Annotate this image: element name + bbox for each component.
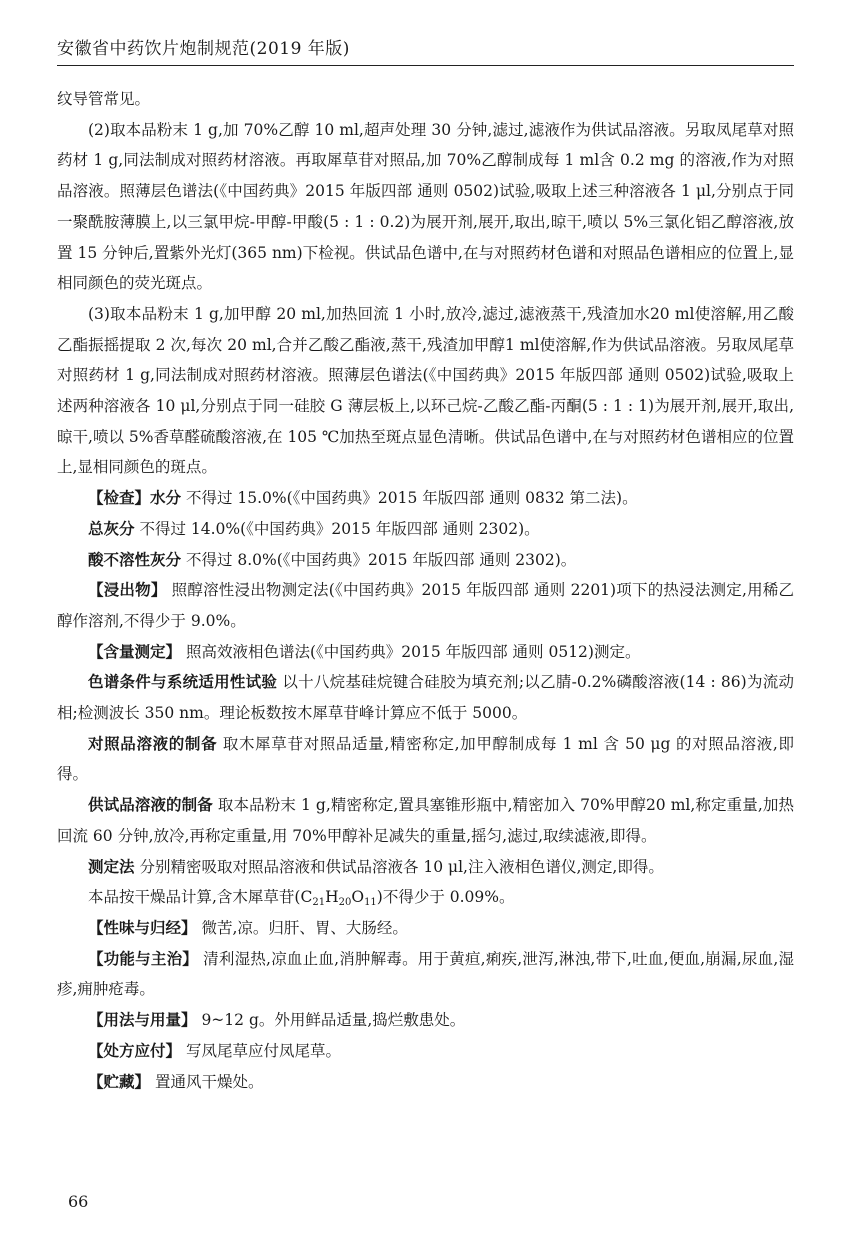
storage-heading: 【贮藏】	[88, 1072, 151, 1091]
page-number: 66	[68, 1192, 89, 1211]
reference-solution-label: 对照品溶液的制备	[88, 734, 218, 753]
assay-section	[57, 637, 794, 668]
check-total-ash	[57, 514, 794, 545]
water-label: 水分	[150, 489, 182, 508]
nature-text: 微苦,凉。归肝、胃、大肠经。	[196, 918, 408, 937]
formula-c-subscript: 21	[312, 897, 326, 909]
identification-paragraph-2: (2)取本品粉末 1 g,加 70%乙醇 10 ml,超声处理 30 分钟,滤过,滤液作为供试品溶液。另取凤尾草对照药材 1 g,同法制成对照药材溶液。再取犀草苷对照品,加 70%乙醇制成每 1 ml含 0.2 mg 的溶液,作为对照品溶液。照薄层色谱法(《中国药典》2015 年版四部 通则 0502)试验,吸取上述三种溶液各 1 μl,分别点于同一聚酰胺薄膜上,以三氯甲烷-甲醇-甲酸(5 : 1 : 0.2)为展开剂,展开,取出,晾干,喷以 5%三氯化铝乙醇溶液,放置 15 分钟后,置紫外光灯(365 nm)下检视。供试品色谱中,在与对照药材色谱和对照品色谱相应的位置上,显相同颜色的荧光斑点。	[57, 120, 794, 293]
function-section	[57, 944, 794, 1005]
prescription-text: 写凤尾草应付凤尾草。	[181, 1041, 341, 1060]
page-body	[57, 84, 794, 1097]
sample-solution-text: 取本品粉末 1 g,精密称定,置具塞锥形瓶中,精密加入 70%甲醇20 ml,称定重量,加热回流 60 分钟,放冷,再称定重量,用 70%甲醇补足减失的重量,摇匀,滤过,取续滤液,即得。	[57, 796, 794, 845]
assay-text: 照高效液相色谱法(《中国药典》2015 年版四部 通则 0512)测定。	[181, 642, 641, 661]
assay-heading: 【含量测定】	[88, 642, 182, 661]
usage-section	[57, 1005, 794, 1036]
extract-section	[57, 575, 794, 636]
acid-ash-label: 酸不溶性灰分	[88, 550, 182, 569]
formula-o-subscript: 11	[364, 897, 377, 909]
extract-heading: 【浸出物】	[88, 581, 167, 600]
assay-limit	[57, 882, 794, 913]
assay-reference-solution	[57, 729, 794, 790]
reference-solution-text: 取木犀草苷对照品适量,精密称定,加甲醇制成每 1 ml 含 50 μg 的对照品溶液,即得。	[57, 734, 794, 784]
identification-paragraph-3: (3)取本品粉末 1 g,加甲醇 20 ml,加热回流 1 小时,放冷,滤过,滤液蒸干,残渣加水20 ml使溶解,用乙酸乙酯振摇提取 2 次,每次 20 ml,合并乙酸乙酯液,蒸干,残渣加甲醇1 ml使溶解,作为供试品溶液。另取凤尾草对照药材 1 g,同法制成对照药材溶液。照薄层色谱法(《中国药典》2015 年版四部 通则 0502)试验,吸取上述两种溶液各 10 μl,分别点于同一硅胶 G 薄层板上,以环己烷-乙酸乙酯-丙酮(5 : 1 : 1)为展开剂,展开,取出,晾干,喷以 5%香草醛硫酸溶液,在 105 ℃加热至斑点显色清晰。供试品色谱中,在与对照药材色谱相应的位置上,显相同颜色的斑点。	[57, 304, 794, 477]
method-label: 测定法	[88, 857, 135, 876]
storage-section	[57, 1067, 794, 1098]
ash-label: 总灰分	[88, 519, 135, 538]
storage-text: 置通风干燥处。	[150, 1072, 264, 1091]
limit-text-pre: 本品按干燥品计算,含木犀草苷(C	[88, 888, 313, 907]
water-text: 不得过 15.0%(《中国药典》2015 年版四部 通则 0832 第二法)。	[181, 489, 638, 508]
formula-h-subscript: 20	[338, 897, 352, 909]
limit-text-post: )不得少于 0.09%。	[376, 888, 515, 907]
usage-text: 9~12 g。外用鲜品适量,捣烂敷患处。	[196, 1011, 466, 1030]
assay-method	[57, 852, 794, 883]
ash-text: 不得过 14.0%(《中国药典》2015 年版四部 通则 2302)。	[134, 519, 540, 538]
nature-heading: 【性味与归经】	[88, 918, 197, 937]
prescription-heading: 【处方应付】	[88, 1041, 182, 1060]
check-acid-insoluble-ash	[57, 545, 794, 576]
method-text: 分别精密吸取对照品溶液和供试品溶液各 10 μl,注入液相色谱仪,测定,即得。	[134, 857, 664, 876]
sample-solution-label: 供试品溶液的制备	[88, 796, 213, 815]
assay-conditions	[57, 667, 794, 728]
conditions-label: 色谱条件与系统适用性试验	[88, 673, 278, 692]
acid-ash-text: 不得过 8.0%(《中国药典》2015 年版四部 通则 2302)。	[181, 550, 577, 569]
extract-text: 照醇溶性浸出物测定法(《中国药典》2015 年版四部 通则 2201)项下的热浸法测定,用稀乙醇作溶剂,不得少于 9.0%。	[57, 581, 794, 630]
formula-h: H	[325, 888, 339, 907]
prescription-section	[57, 1036, 794, 1067]
assay-sample-solution	[57, 790, 794, 851]
function-heading: 【功能与主治】	[88, 949, 199, 968]
usage-heading: 【用法与用量】	[88, 1011, 197, 1030]
check-heading: 【检查】	[88, 489, 151, 508]
running-header: 安徽省中药饮片炮制规范(2019 年版)	[57, 39, 350, 59]
nature-section	[57, 913, 794, 944]
check-water	[57, 483, 794, 514]
formula-o: O	[351, 888, 365, 907]
header-rule	[57, 65, 794, 66]
conditions-text: 以十八烷基硅烷键合硅胶为填充剂;以乙腈-0.2%磷酸溶液(14 : 86)为流动相;检测波长 350 nm。理论板数按木犀草苷峰计算应不低于 5000。	[57, 673, 794, 723]
identification-tail: 纹导管常见。	[57, 90, 151, 108]
function-text: 清利湿热,凉血止血,消肿解毒。用于黄疸,痢疾,泄泻,淋浊,带下,吐血,便血,崩漏,尿血,湿疹,痈肿疮毒。	[57, 949, 794, 999]
